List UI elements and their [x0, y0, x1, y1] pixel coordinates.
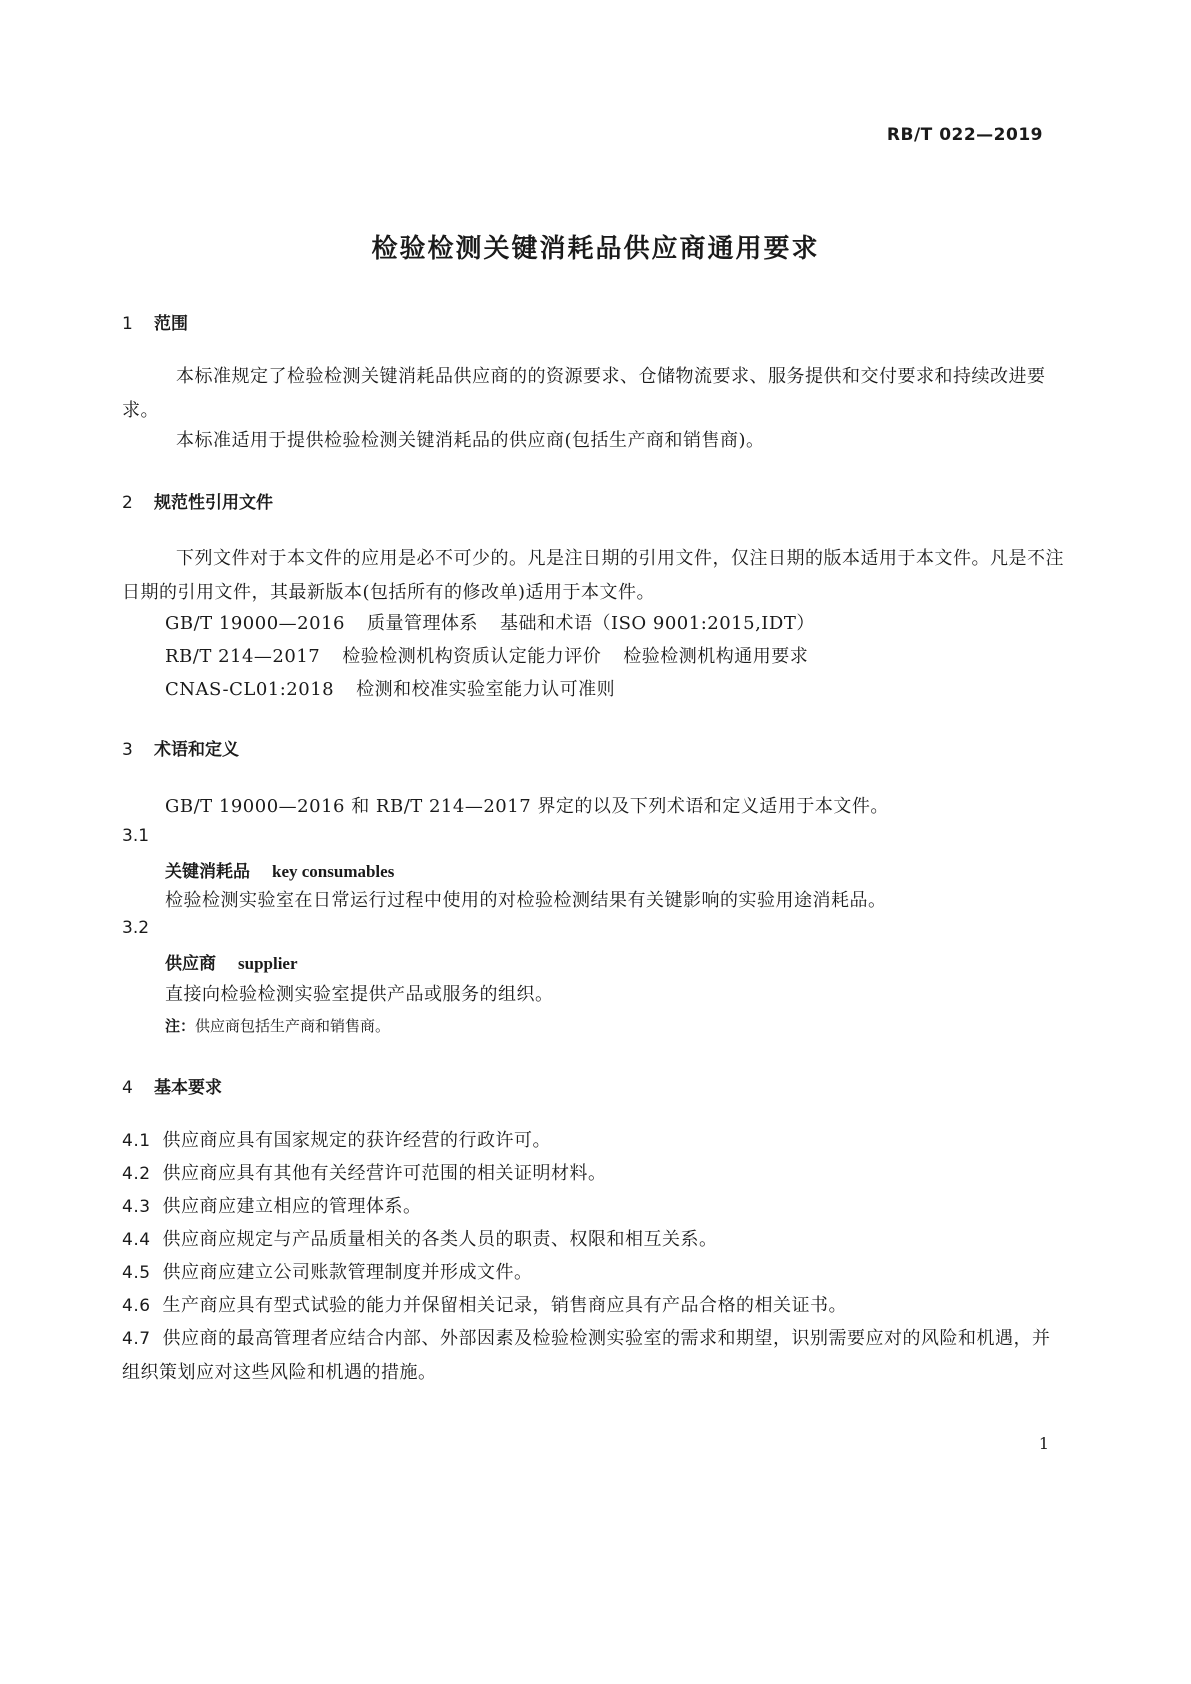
section-number: 2 [122, 493, 133, 513]
item-text: 供应商应建立相应的管理体系。 [162, 1196, 422, 1217]
scope-paragraph-2: 本标准适用于提供检验检测关键消耗品的供应商(包括生产商和销售商)。 [176, 430, 765, 451]
reference-item [165, 642, 808, 668]
note-label: 注： [165, 1017, 196, 1035]
item-text: 供应商应具有其他有关经营许可范围的相关证明材料。 [162, 1163, 607, 1184]
term-definition: 直接向检验检测实验室提供产品或服务的组织。 [165, 984, 554, 1005]
item-number: 4.2 [122, 1164, 151, 1184]
term-en: key consumables [272, 862, 395, 881]
section-number: 4 [122, 1078, 133, 1098]
item-text: 供应商应具有国家规定的获许经营的行政许可。 [162, 1130, 552, 1151]
item-number: 4.7 [122, 1329, 151, 1349]
item-number: 4.1 [122, 1131, 151, 1151]
requirement-item [122, 1157, 1066, 1191]
reference-subtitle: 基础和术语（ISO 9001:2015,IDT） [499, 613, 815, 634]
section-title: 规范性引用文件 [154, 493, 273, 513]
note-text: 供应商包括生产商和销售商。 [195, 1017, 391, 1035]
scope-paragraph-1: 本标准规定了检验检测关键消耗品供应商的的资源要求、仓储物流要求、服务提供和交付要求和持续改进要求。 [122, 366, 1046, 421]
reference-title: 检测和校准实验室能力认可准则 [356, 679, 616, 700]
item-text: 供应商应规定与产品质量相关的各类人员的职责、权限和相互关系。 [162, 1229, 718, 1250]
term-zh: 关键消耗品 [165, 862, 250, 882]
requirement-item [122, 1124, 1066, 1158]
requirement-item [122, 1322, 1066, 1390]
section-4-heading [122, 1073, 222, 1098]
item-text: 供应商应建立公司账款管理制度并形成文件。 [162, 1262, 533, 1283]
item-number: 4.6 [122, 1296, 151, 1316]
reference-code: CNAS-CL01:2018 [165, 679, 335, 700]
reference-item [165, 609, 815, 635]
section-3-heading [122, 735, 239, 760]
term-definition: 检验检测实验室在日常运行过程中使用的对检验检测结果有关键影响的实验用途消耗品。 [165, 890, 887, 911]
section-1-heading [122, 309, 188, 334]
requirement-item [122, 1256, 1066, 1290]
reference-code: RB/T 214—2017 [165, 646, 321, 667]
requirement-item [122, 1289, 1066, 1323]
requirement-item [122, 1190, 1066, 1224]
item-number: 4.3 [122, 1197, 151, 1217]
reference-item [165, 675, 615, 701]
section-title: 术语和定义 [154, 740, 239, 760]
standard-code: RB/T 022—2019 [886, 125, 1043, 145]
page-number: 1 [1038, 1434, 1049, 1453]
section-title: 范围 [154, 314, 188, 334]
term-zh: 供应商 [165, 954, 216, 974]
term-heading [165, 949, 298, 974]
item-number: 4.5 [122, 1263, 151, 1283]
term-note [165, 1015, 390, 1036]
term-heading [165, 857, 394, 882]
reference-title: 质量管理体系 [366, 613, 478, 634]
normative-intro-paragraph: 下列文件对于本文件的应用是必不可少的。凡是注日期的引用文件，仅注日期的版本适用于本文件。凡是不注日期的引用文件，其最新版本(包括所有的修改单)适用于本文件。 [122, 548, 1064, 603]
term-number: 3.2 [122, 918, 150, 938]
requirement-item [122, 1223, 1066, 1257]
section-title: 基本要求 [154, 1078, 222, 1098]
section-2-heading [122, 488, 273, 513]
term-number: 3.1 [122, 826, 150, 846]
item-text: 供应商的最高管理者应结合内部、外部因素及检验检测实验室的需求和期望，识别需要应对的风险和机遇，并组织策划应对这些风险和机遇的措施。 [122, 1328, 1051, 1383]
reference-code: GB/T 19000—2016 [165, 613, 345, 634]
reference-title: 检验检测机构资质认定能力评价 [342, 646, 602, 667]
item-text: 生产商应具有型式试验的能力并保留相关记录，销售商应具有产品合格的相关证书。 [162, 1295, 848, 1316]
item-number: 4.4 [122, 1230, 151, 1250]
reference-subtitle: 检验检测机构通用要求 [623, 646, 809, 667]
terms-intro: GB/T 19000—2016 和 RB/T 214—2017 界定的以及下列术语和定义适用于本文件。 [165, 796, 889, 817]
term-en: supplier [238, 954, 298, 973]
section-number: 3 [122, 740, 133, 760]
document-title: 检验检测关键消耗品供应商通用要求 [371, 234, 820, 264]
section-number: 1 [122, 314, 133, 334]
